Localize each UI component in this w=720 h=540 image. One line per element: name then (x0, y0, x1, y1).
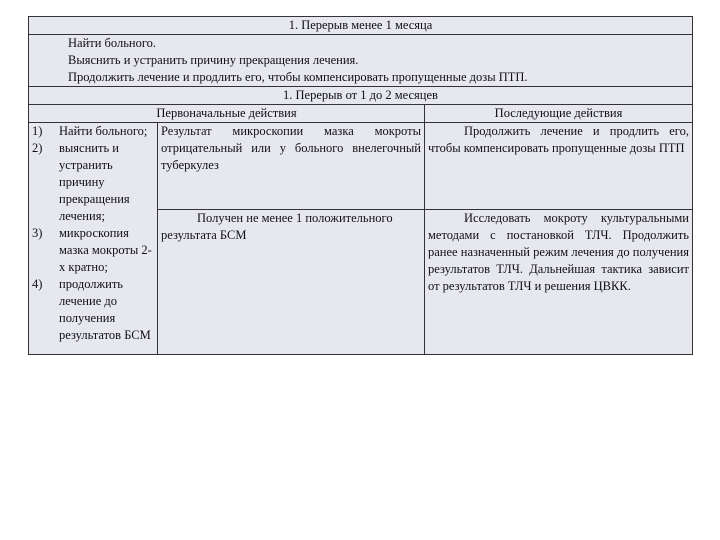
column-header-next: Последующие действия (425, 105, 693, 123)
list-item (32, 276, 154, 344)
step-number: 3) (32, 226, 43, 240)
step-text: микроскопия мазка мокроты 2-х кратно; (59, 226, 152, 274)
initial-steps-cell (29, 123, 158, 355)
table-row (29, 123, 693, 210)
section1-line-2: Выяснить и устранить причину прекращения лечения. (68, 53, 359, 67)
section1-heading: 1. Перерыв менее 1 месяца (29, 17, 693, 35)
action-positive-cell: Исследовать мокроту культуральными методами с постановкой ТЛЧ. Продолжить ранее назначенный режим лечения до получения результатов ТЛЧ. Дальнейшая тактика зависит от результатов ТЛЧ и решения ЦВКК. (425, 210, 693, 355)
interruption-protocol-table-wrapper (28, 16, 692, 355)
section2-heading-row (29, 87, 693, 105)
section1-instructions (29, 35, 693, 87)
interruption-protocol-table (28, 16, 693, 355)
section1-line-3: Продолжить лечение и продлить его, чтобы компенсировать пропущенные дозы ПТП. (68, 70, 528, 84)
section2-heading: 1. Перерыв от 1 до 2 месяцев (29, 87, 693, 105)
step-text: выяснить и устранить причину прекращения лечения; (59, 141, 130, 223)
result-negative-cell: Результат микроскопии мазка мокроты отрицательный или у больного внелегочный туберкулез (158, 123, 425, 210)
step-number: 4) (32, 277, 43, 291)
list-item (32, 225, 154, 276)
column-header-initial: Первоначальные действия (29, 105, 425, 123)
section1-heading-row (29, 17, 693, 35)
list-item (32, 123, 154, 140)
step-number: 1) (32, 124, 43, 138)
column-header-row (29, 105, 693, 123)
step-number: 2) (32, 141, 43, 155)
section1-line-1: Найти больного. (68, 36, 157, 50)
section1-body-row (29, 35, 693, 87)
result-positive-cell: Получен не менее 1 положительного результата БСМ (158, 210, 425, 355)
initial-steps-list (32, 123, 154, 344)
list-item (32, 140, 154, 225)
step-text: Найти больного; (59, 124, 148, 138)
step-text: продолжить лечение до получения результатов БСМ (59, 277, 151, 342)
action-negative-cell: Продолжить лечение и продлить его, чтобы компенсировать пропущенные дозы ПТП (425, 123, 693, 210)
